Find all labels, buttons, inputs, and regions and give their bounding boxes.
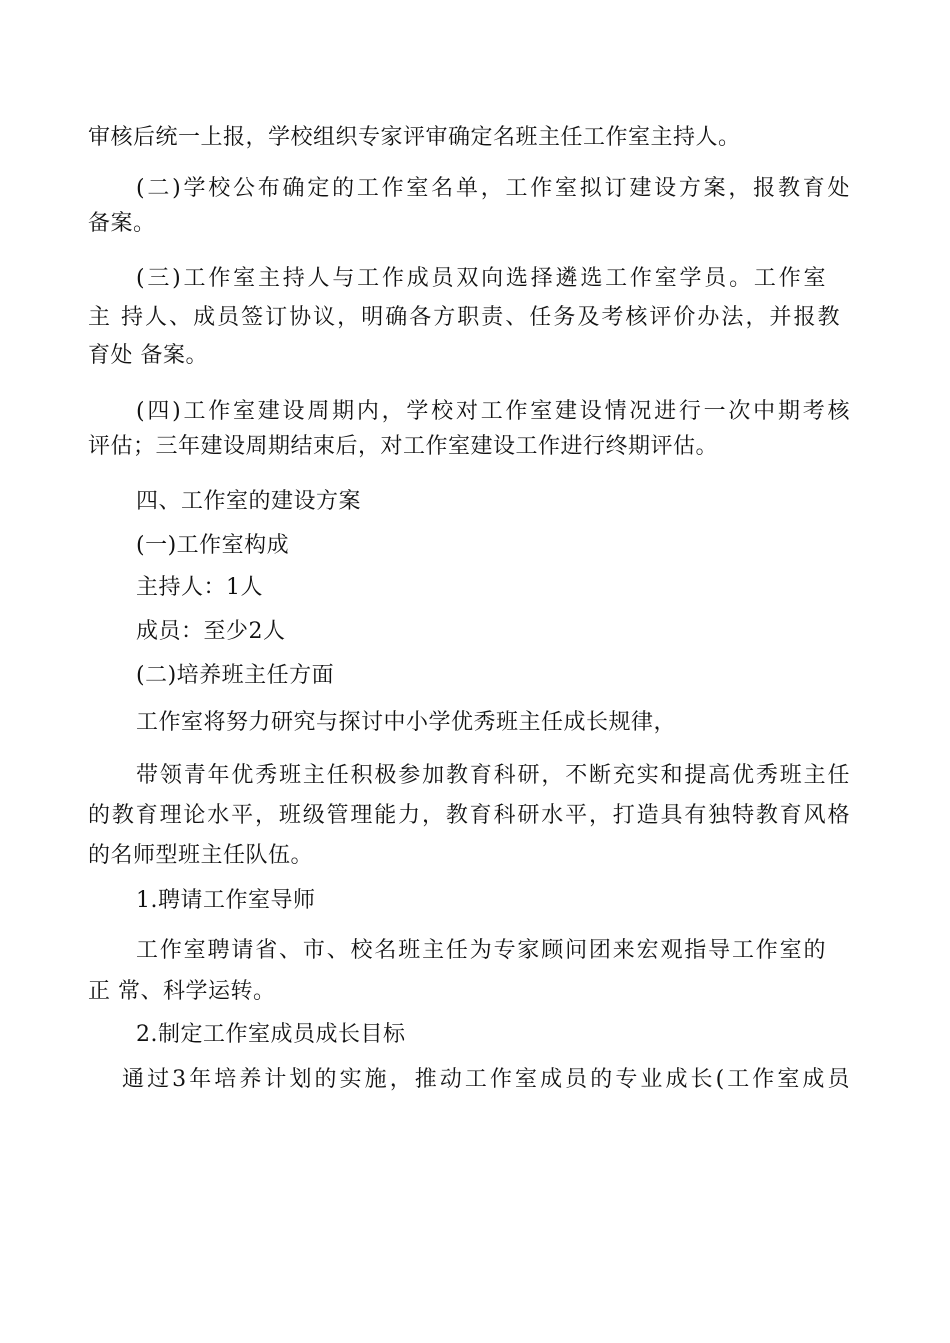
subsection-heading: (二)培养班主任方面 [136,663,335,688]
section-heading: 四、工作室的建设方案 [136,489,362,514]
paragraph-line: (二)学校公布确定的工作室名单，工作室拟订建设方案，报教育处 [136,176,850,201]
paragraph-line: 带领青年优秀班主任积极参加教育科研，不断充实和提高优秀班主任 [136,763,850,788]
paragraph-line: 成员：至少2人 [136,619,286,644]
list-item: 2.制定工作室成员成长目标 [136,1022,406,1047]
paragraph-line: (四)工作室建设周期内，学校对工作室建设情况进行一次中期考核 [136,399,850,424]
paragraph-line: 审核后统一上报，学校组织专家评审确定名班主任工作室主持人。 [88,125,741,150]
paragraph-line: 备案。 [88,211,156,236]
paragraph-line: 评估；三年建设周期结束后，对工作室建设工作进行终期评估。 [88,434,719,459]
paragraph-line: (三)工作室主持人与工作成员双向选择遴选工作室学员。工作室 [136,266,826,291]
list-item: 1.聘请工作室导师 [136,888,316,913]
paragraph-line: 正 常、科学运转。 [88,979,276,1004]
paragraph-line: 育处 备案。 [88,343,208,368]
paragraph-line: 的名师型班主任队伍。 [88,843,314,868]
paragraph-line: 主 持人、成员签订协议，明确各方职责、任务及考核评价办法，并报教 [88,305,840,330]
paragraph-line: 工作室将努力研究与探讨中小学优秀班主任成长规律， [136,710,677,735]
paragraph-line: 主持人：1人 [136,575,263,600]
paragraph-line: 通过3年培养计划的实施，推动工作室成员的专业成长(工作室成员 [122,1067,850,1092]
paragraph-line: 工作室聘请省、市、校名班主任为专家顾问团来宏观指导工作室的 [136,938,826,963]
subsection-heading: (一)工作室构成 [136,533,290,558]
paragraph-line: 的教育理论水平，班级管理能力，教育科研水平，打造具有独特教育风格 [88,803,850,828]
